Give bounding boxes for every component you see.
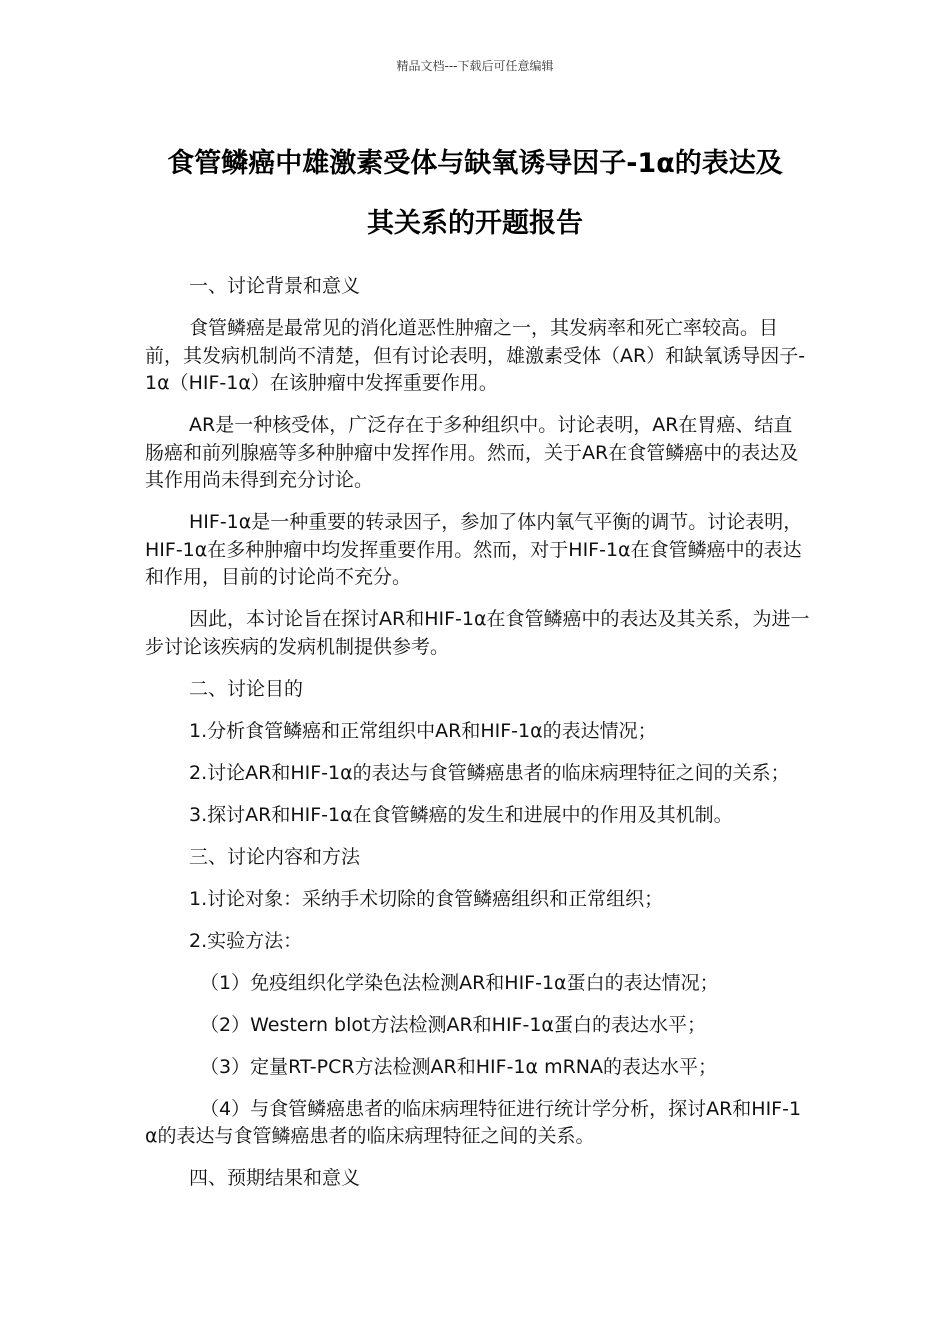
section-heading-purpose: 二、讨论目的 <box>189 677 304 700</box>
section-heading-background: 一、讨论背景和意义 <box>189 275 361 297</box>
methods-item-2: 2.实验方法： <box>189 929 303 952</box>
paragraph-intro: 食管鳞癌是最常见的消化道恶性肿瘤之一，其发病率和死亡率较高。目前，其发病机制尚不清楚，但有讨论表明，雄激素受体（AR）和缺氧诱导因子-1α（HIF-1α）在该肿瘤中发挥重要作用。 <box>145 317 806 394</box>
method-step-3: （3）定量RT-PCR方法检测AR和HIF-1α mRNA的表达水平； <box>200 1055 717 1078</box>
purpose-item-1: 1.分析食管鳞癌和正常组织中AR和HIF-1α的表达情况； <box>189 719 657 742</box>
paragraph-aim: 因此，本讨论旨在探讨AR和HIF-1α在食管鳞癌中的表达及其关系，为进一步讨论该疾病的发病机制提供参考。 <box>145 608 810 658</box>
paragraph-ar: AR是一种核受体，广泛存在于多种组织中。讨论表明，AR在胃癌、结直肠癌和前列腺癌等多种肿瘤中发挥作用。然而，关于AR在食管鳞癌中的表达及其作用尚未得到充分讨论。 <box>145 414 799 491</box>
document-title <box>100 134 850 254</box>
document-body <box>145 273 810 1193</box>
section-heading-expected: 四、预期结果和意义 <box>189 1167 361 1189</box>
purpose-item-3: 3.探讨AR和HIF-1α在食管鳞癌的发生和进展中的作用及其机制。 <box>189 803 733 826</box>
method-step-1: （1）免疫组织化学染色法检测AR和HIF-1α蛋白的表达情况； <box>200 971 719 994</box>
title-line-2: 其关系的开题报告 <box>367 208 583 239</box>
method-step-4: （4）与食管鳞癌患者的临床病理特征进行统计学分析，探讨AR和HIF-1α的表达与食管鳞癌患者的临床病理特征之间的关系。 <box>145 1097 802 1147</box>
paragraph-hif: HIF-1α是一种重要的转录因子，参加了体内氧气平衡的调节。讨论表明，HIF-1α在多种肿瘤中均发挥重要作用。然而，对于HIF-1α在食管鳞癌中的表达和作用，目前的讨论尚不充分。 <box>145 511 803 588</box>
header-note: 精品文档---下载后可任意编辑 <box>396 59 554 73</box>
methods-item-1: 1.讨论对象：采纳手术切除的食管鳞癌组织和正常组织； <box>189 887 664 910</box>
title-line-1: 食管鳞癌中雄激素受体与缺氧诱导因子-1α的表达及 <box>167 148 783 179</box>
purpose-item-2: 2.讨论AR和HIF-1α的表达与食管鳞癌患者的临床病理特征之间的关系； <box>189 761 790 784</box>
method-step-2: （2）Western blot方法检测AR和HIF-1α蛋白的表达水平； <box>200 1013 706 1036</box>
section-heading-methods: 三、讨论内容和方法 <box>189 845 361 868</box>
